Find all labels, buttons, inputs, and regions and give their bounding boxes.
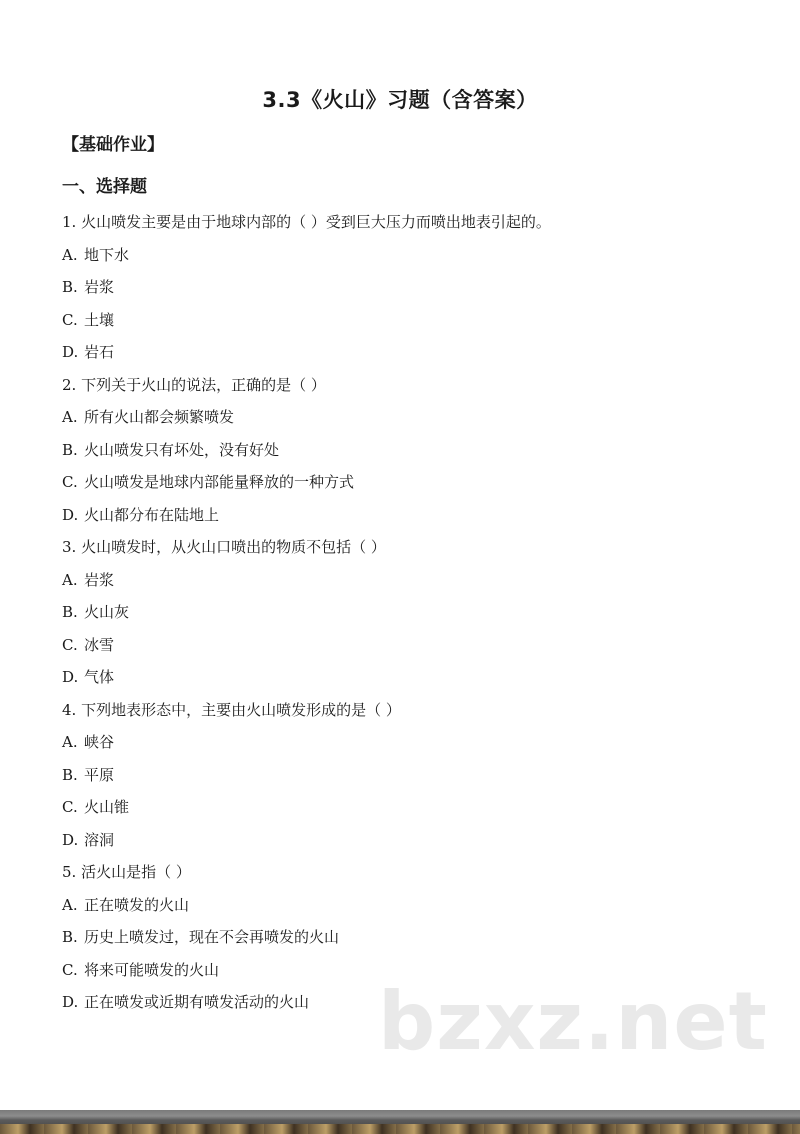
option-text: 岩浆 [84, 278, 115, 296]
option-letter: B. [62, 278, 78, 296]
option-letter: C. [62, 798, 78, 816]
option-item [62, 791, 762, 824]
question-stem: 4. 下列地表形态中，主要由火山喷发形成的是（ ） [62, 700, 401, 719]
option-text: 所有火山都会频繁喷发 [84, 408, 235, 426]
watermark: bzxz.net [378, 975, 768, 1068]
option-letter: C. [62, 473, 78, 491]
option-letter: A. [62, 408, 78, 426]
option-text: 岩石 [84, 343, 115, 361]
option-item [62, 304, 762, 337]
question-stem: 5. 活火山是指（ ） [62, 863, 191, 881]
option-text: 土壤 [84, 310, 115, 329]
option-letter: D. [62, 830, 79, 849]
option-text: 火山喷发只有坏处，没有好处 [84, 440, 280, 459]
option-letter: D. [62, 668, 79, 686]
question-stem: 2. 下列关于火山的说法，正确的是（ ） [62, 375, 326, 394]
option-letter: D. [62, 343, 79, 361]
option-text: 正在喷发的火山 [84, 895, 190, 914]
option-text: 正在喷发或近期有喷发活动的火山 [84, 993, 310, 1011]
background-strip [0, 1124, 800, 1134]
option-text: 将来可能喷发的火山 [84, 960, 220, 979]
option-item [62, 271, 762, 304]
option-letter: B. [62, 765, 78, 784]
option-item [62, 564, 762, 597]
document-title: 3.3《火山》习题（含答案） [262, 88, 538, 112]
option-letter: C. [62, 960, 78, 979]
option-item [62, 596, 762, 629]
option-letter: C. [62, 310, 78, 329]
option-text: 火山喷发是地球内部能量释放的一种方式 [84, 473, 355, 491]
part-heading: 一、选择题 [62, 177, 147, 197]
section-label: 【基础作业】 [62, 135, 164, 155]
option-item [62, 726, 762, 759]
option-text: 历史上喷发过，现在不会再喷发的火山 [84, 928, 340, 946]
question-stem: 3. 火山喷发时，从火山口喷出的物质不包括（ ） [62, 538, 386, 556]
option-item [62, 336, 762, 369]
option-text: 火山灰 [84, 603, 130, 621]
option-text: 火山锥 [84, 798, 130, 816]
option-item [62, 434, 762, 467]
option-item [62, 824, 762, 857]
option-letter: C. [62, 635, 78, 654]
option-letter: B. [62, 603, 78, 621]
option-item [62, 759, 762, 792]
option-text: 平原 [84, 765, 115, 784]
option-letter: A. [62, 245, 78, 264]
option-item [62, 239, 762, 272]
option-item [62, 661, 762, 694]
option-text: 地下水 [84, 245, 130, 264]
option-item [62, 629, 762, 662]
option-text: 火山都分布在陆地上 [84, 505, 220, 524]
option-letter: A. [62, 895, 78, 914]
option-letter: B. [62, 928, 78, 946]
option-item [62, 466, 762, 499]
option-letter: A. [62, 570, 78, 589]
option-letter: D. [62, 993, 79, 1011]
option-text: 冰雪 [84, 635, 115, 654]
option-text: 溶洞 [84, 830, 115, 849]
question-list [62, 206, 762, 1019]
option-text: 气体 [84, 668, 115, 686]
option-item [62, 401, 762, 434]
option-item [62, 921, 762, 954]
option-text: 峡谷 [84, 733, 115, 751]
option-letter: B. [62, 440, 78, 459]
option-item [62, 499, 762, 532]
option-item [62, 889, 762, 922]
option-text: 岩浆 [84, 570, 115, 589]
option-letter: D. [62, 505, 79, 524]
question-stem: 1. 火山喷发主要是由于地球内部的（ ）受到巨大压力而喷出地表引起的。 [62, 213, 551, 231]
option-letter: A. [62, 733, 78, 751]
